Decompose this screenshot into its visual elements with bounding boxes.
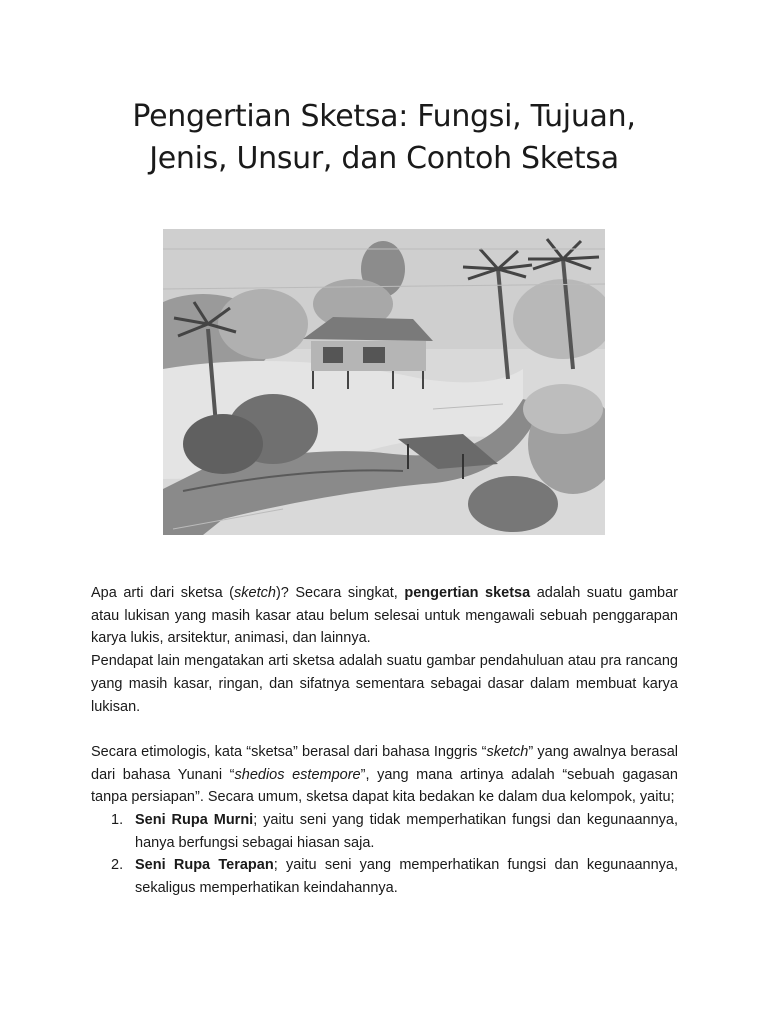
p3-italic-sketch: sketch xyxy=(486,743,529,760)
sketch-illustration xyxy=(163,229,605,535)
p1-bold-term: pengertian sketsa xyxy=(404,585,531,601)
list-desc: ; yaitu seni yang memperhatikan fungsi dan kegunaannya, sekaligus memperhatikan keindahannya. xyxy=(135,857,678,897)
p3-text-c: ” yang awalnya berasal dari bahasa Yunani “ xyxy=(91,743,678,783)
p3-italic-greek: shedios estempore xyxy=(234,766,361,783)
paragraph-3 xyxy=(91,741,678,809)
list-term: Seni Rupa Terapan xyxy=(135,857,274,874)
paragraph-2: Pendapat lain mengatakan arti sketsa adalah suatu gambar pendahuluan atau pra rancang yang masih kasar, ringan, dan sifatnya sementara sebagai dasar dalam membuat karya lukisan. xyxy=(91,653,678,715)
numbered-list xyxy=(91,809,678,900)
p1-text-e: adalah suatu gambar atau lukisan yang masih kasar atau belum selesai untuk mengawali sebuah penggarapan karya lukis, arsitektur, animasi, dan lainnya. xyxy=(91,585,678,647)
p3-text-a: Secara etimologis, kata “sketsa” berasal dari bahasa Inggris “ xyxy=(91,743,487,760)
p1-text-c: )? Secara singkat, xyxy=(275,585,405,601)
title-line-2: Jenis, Unsur, dan Contoh Sketsa xyxy=(149,141,619,176)
article-body xyxy=(91,582,678,900)
list-item xyxy=(91,854,678,899)
list-number: 2. xyxy=(111,857,124,874)
paragraph-1 xyxy=(91,582,678,650)
page-title xyxy=(60,96,708,180)
title-line-1: Pengertian Sketsa: Fungsi, Tujuan, xyxy=(132,99,636,134)
p1-text-a: Apa arti dari sketsa ( xyxy=(91,585,235,601)
list-term: Seni Rupa Murni xyxy=(135,812,254,829)
p3-text-e: ”, yang mana artinya adalah “sebuah gagasan tanpa persiapan”. Secara umum, sketsa dapat kita bedakan ke dalam dua kelompok, yaitu; xyxy=(91,766,678,806)
p1-italic-sketch: sketch xyxy=(234,585,276,601)
list-desc: ; yaitu seni yang tidak memperhatikan fungsi dan kegunaannya, hanya berfungsi sebagai hiasan saja. xyxy=(135,812,678,851)
list-number: 1. xyxy=(111,812,124,829)
list-item xyxy=(91,809,678,854)
